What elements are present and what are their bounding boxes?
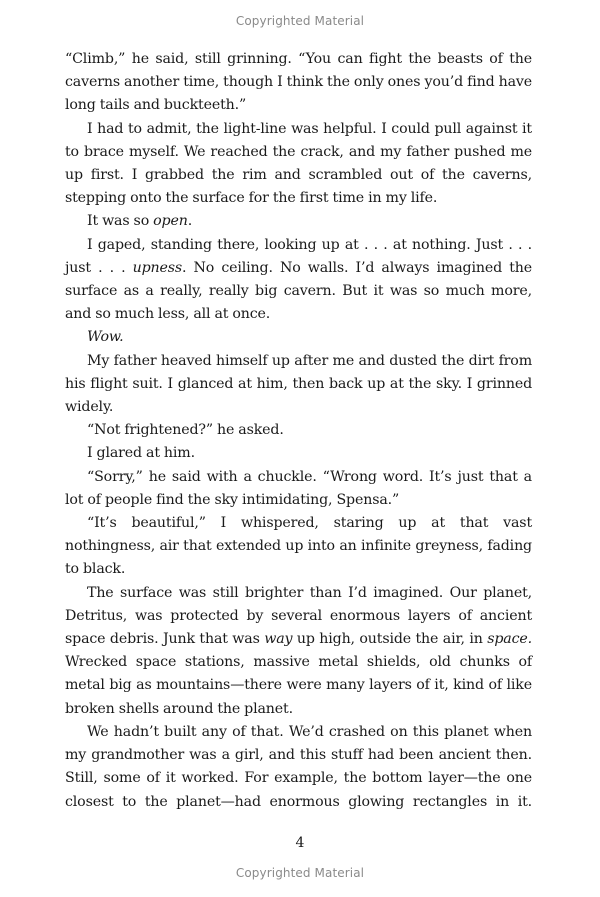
paragraph-text: I gaped, standing there, looking up at . . . at nothing. Just . . . just . . .	[65, 236, 532, 276]
page-number: 4	[295, 835, 305, 851]
paragraph-text: The surface was still brighter than I’d imagined. Our planet, Detritus, was protected by several enormous layers of ancient space debris. Junk that was	[65, 584, 532, 648]
paragraph: I had to admit, the light-line was helpful. I could pull against it to brace myself. We reached the crack, and my father pushed me up first. I grabbed the rim and scrambled out of the caverns, stepping onto the surface for the first time in my life.	[65, 120, 532, 207]
copyright-watermark-bottom: Copyrighted Material	[235, 866, 365, 880]
paragraph: “It’s beautiful,” I whispered, staring up at that vast nothingness, air that extended up into an infinite greyness, fading to black.	[65, 515, 532, 578]
book-page-body	[65, 48, 532, 814]
emphasis-text: open	[153, 213, 188, 230]
paragraph-text: .	[187, 213, 193, 230]
paragraph	[65, 582, 532, 721]
emphasis-text: upness	[132, 259, 183, 276]
paragraph-text: It was so	[87, 213, 154, 230]
emphasis-text: way	[264, 631, 293, 648]
paragraph-text: up high, outside the air, in	[292, 631, 488, 648]
paragraph: I glared at him.	[87, 445, 195, 462]
paragraph: We hadn’t built any of that. We’d crashed on this planet when my grandmother was a girl, and this stuff had been ancient then. Still, some of it worked. For example, the bottom layer—the one closest to the planet—had enormous glowing rectangles in it.	[65, 723, 532, 810]
paragraph: My father heaved himself up after me and dusted the dirt from his flight suit. I glanced at him, then back up at the sky. I grinned widely.	[65, 352, 532, 416]
paragraph-text: . No ceiling. No walls. I’d always imagined the surface as a really, really big cavern. But it was so much more, and so much less, all at once.	[65, 259, 532, 323]
paragraph: “Sorry,” he said with a chuckle. “Wrong word. It’s just that a lot of people find the sky intimidating, Spensa.”	[65, 468, 532, 508]
emphasis-text: Wow.	[87, 329, 124, 346]
copyright-watermark-top: Copyrighted Material	[235, 14, 365, 28]
paragraph: “Not frightened?” he asked.	[87, 422, 284, 439]
paragraph	[65, 326, 532, 349]
paragraph	[65, 210, 532, 233]
paragraph-text: Wrecked space stations, massive metal shields, old chunks of metal big as mountains—there were many layers of it, kind of like broken shells around the planet.	[65, 654, 532, 717]
paragraph: “Climb,” he said, still grinning. “You can fight the beasts of the caverns another time, though I think the only ones you’d find have long tails and buckteeth.”	[65, 51, 532, 114]
emphasis-text: space.	[487, 631, 533, 648]
paragraph	[65, 234, 532, 327]
